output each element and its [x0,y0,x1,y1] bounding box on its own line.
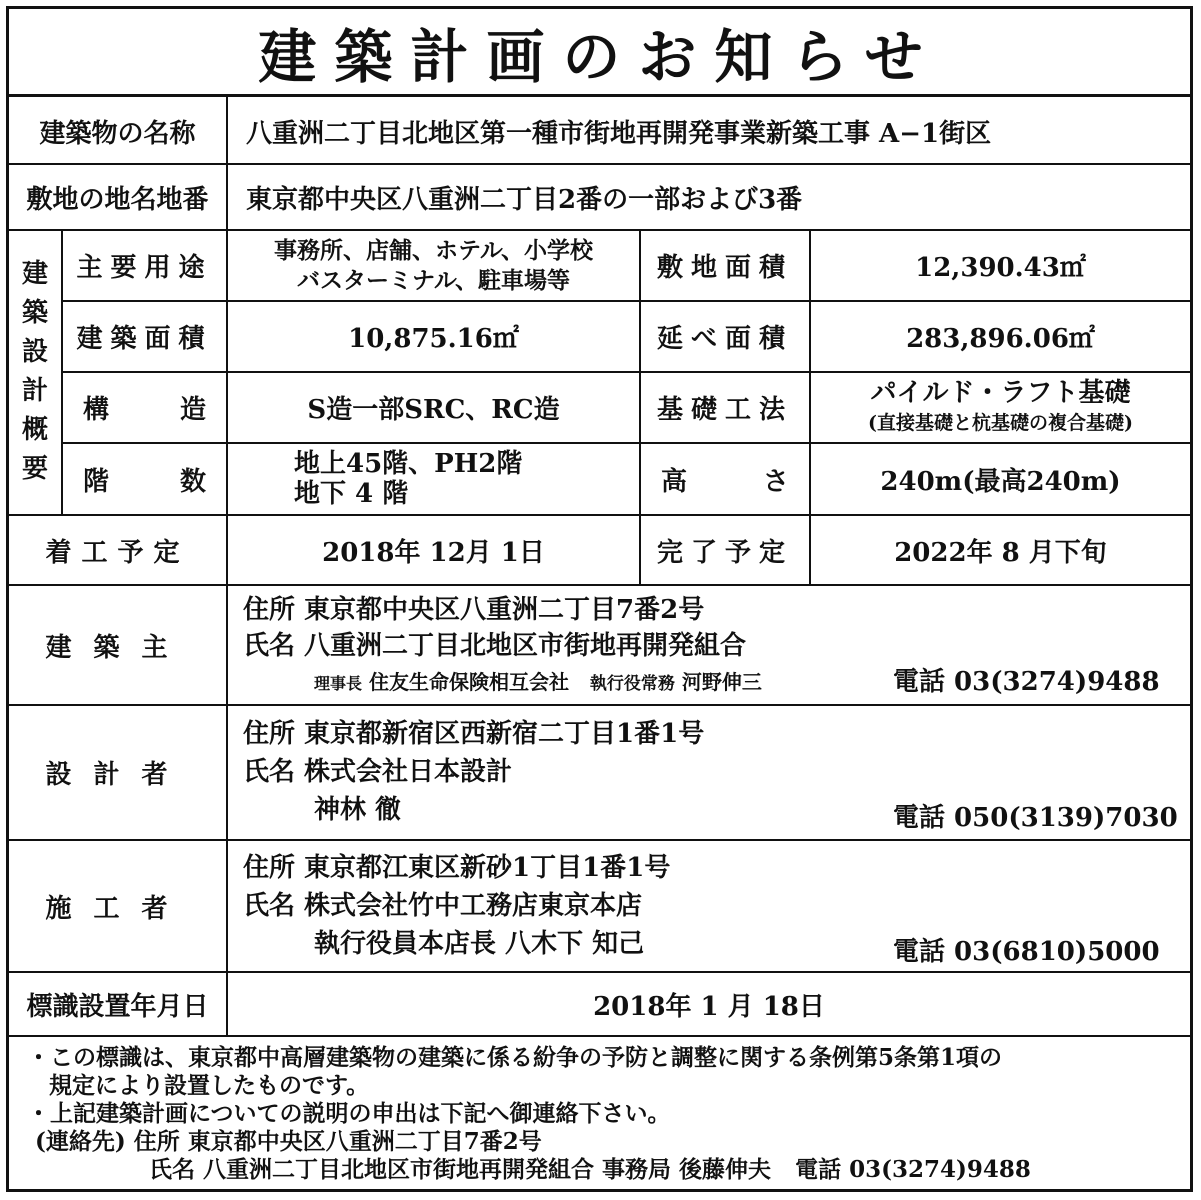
main-use-line1: 事務所、店舗、ホテル、小学校 [273,236,593,264]
site-area-value: 12,390.43㎡ [915,253,1086,283]
floors-line1: 地上45階、PH2階 [294,449,523,479]
overview-char: 概 [21,414,48,445]
building-area-label: 建築面積 [76,324,213,354]
note-line3: ・上記建築計画についての説明の申出は下記へ御連絡下さい。 [27,1100,671,1127]
structure-label-b: 造 [179,395,206,425]
overview-vertical-label [9,229,61,514]
designer-label: 設計者 [45,760,190,790]
note-line2: 規定により設置したものです。 [49,1072,370,1099]
owner-rep-title: 理事長 [314,674,363,693]
contact-line1: (連絡先) 住所 東京都中央区八重洲二丁目7番2号 [35,1128,542,1155]
sign-date-value: 2018年 1 月 18日 [593,991,825,1022]
owner-officer-name: 河野伸三 [681,670,762,694]
site-area-label: 敷地面積 [656,253,793,283]
height-label-b: さ [762,466,789,497]
owner-officer-title: 執行役常務 [589,674,675,694]
contact-phone: 電話 03(3274)9488 [795,1156,1031,1183]
contact-name: 氏名 八重洲二丁目北地区市街地再開発組合 事務局 後藤伸夫 [149,1156,772,1183]
contractor-person: 執行役員本店長 八木下 知己 [314,929,645,959]
sign-title: 建築計画のお知らせ [9,9,1190,97]
total-floor-area-label: 延べ面積 [656,324,793,354]
rule [226,584,228,1036]
foundation-value [811,373,1190,442]
main-use-value [228,231,639,300]
contractor-name: 氏名 株式会社竹中工務店東京本店 [243,891,643,921]
height-value: 240m(最高240m) [880,466,1121,497]
building-area-value: 10,875.16㎡ [348,324,519,354]
building-name-value: 八重洲二丁目北地区第一種市街地再開発事業新築工事 A−1街区 [246,118,992,149]
contractor-phone: 電話 03(6810)5000 [893,937,1160,967]
owner-name: 氏名 八重洲二丁目北地区市街地再開発組合 [243,631,747,661]
site-address-label: 敷地の地名地番 [26,184,209,215]
owner-phone: 電話 03(3274)9488 [893,667,1160,697]
sign-date-label: 標識設置年月日 [26,991,209,1022]
structure-label [63,373,226,442]
floors-value [228,444,639,514]
building-name-label: 建築物の名称 [39,118,196,149]
start-label: 着工予定 [45,537,190,568]
rule [9,1035,1190,1037]
total-floor-area-value: 283,896.06㎡ [906,324,1095,354]
overview-char: 設 [21,336,48,367]
overview-char: 築 [21,297,48,328]
foundation-line2: (直接基礎と杭基礎の複合基礎) [868,411,1133,434]
designer-person: 神林 徹 [314,795,402,825]
designer-name: 氏名 株式会社日本設計 [243,757,513,787]
owner-rep-name: 住友生命保険相互会社 [368,670,569,694]
floors-label-b: 数 [179,466,206,497]
overview-char: 計 [21,375,48,406]
height-label-a: 高 [661,466,688,497]
foundation-line1: パイルド・ラフト基礎 [870,377,1131,408]
main-use-label: 主要用途 [76,253,213,283]
completion-value: 2022年 8 月下旬 [894,537,1107,568]
floors-label-a: 階 [83,466,110,497]
overview-char: 建 [21,258,48,289]
start-value: 2018年 12月 1日 [322,537,545,568]
note-line1: ・この標識は、東京都中高層建築物の建築に係る紛争の予防と調整に関する条例第5条第1項の [27,1044,1003,1071]
owner-representative [314,663,762,703]
contractor-address: 住所 東京都江東区新砂1丁目1番1号 [243,853,671,883]
completion-label: 完了予定 [656,537,793,568]
contact-line2 [27,1156,1031,1184]
structure-value: S造一部SRC、RC造 [307,395,560,425]
floors-line2: 地下 4 階 [294,479,409,509]
notes [27,1044,1031,1184]
owner-label: 建築主 [45,632,190,663]
site-address-value: 東京都中央区八重洲二丁目2番の一部および3番 [246,184,803,215]
height-label [641,444,809,514]
construction-notice-sign [6,6,1193,1192]
main-use-line2: バスターミナル、駐車場等 [296,266,570,294]
floors-label [63,444,226,514]
overview-char: 要 [21,453,48,484]
owner-address: 住所 東京都中央区八重洲二丁目7番2号 [243,595,705,625]
structure-label-a: 構 [83,395,110,425]
designer-phone: 電話 050(3139)7030 [893,803,1178,833]
foundation-label: 基礎工法 [656,395,793,425]
designer-address: 住所 東京都新宿区西新宿二丁目1番1号 [243,719,705,749]
contractor-label: 施工者 [45,893,190,924]
